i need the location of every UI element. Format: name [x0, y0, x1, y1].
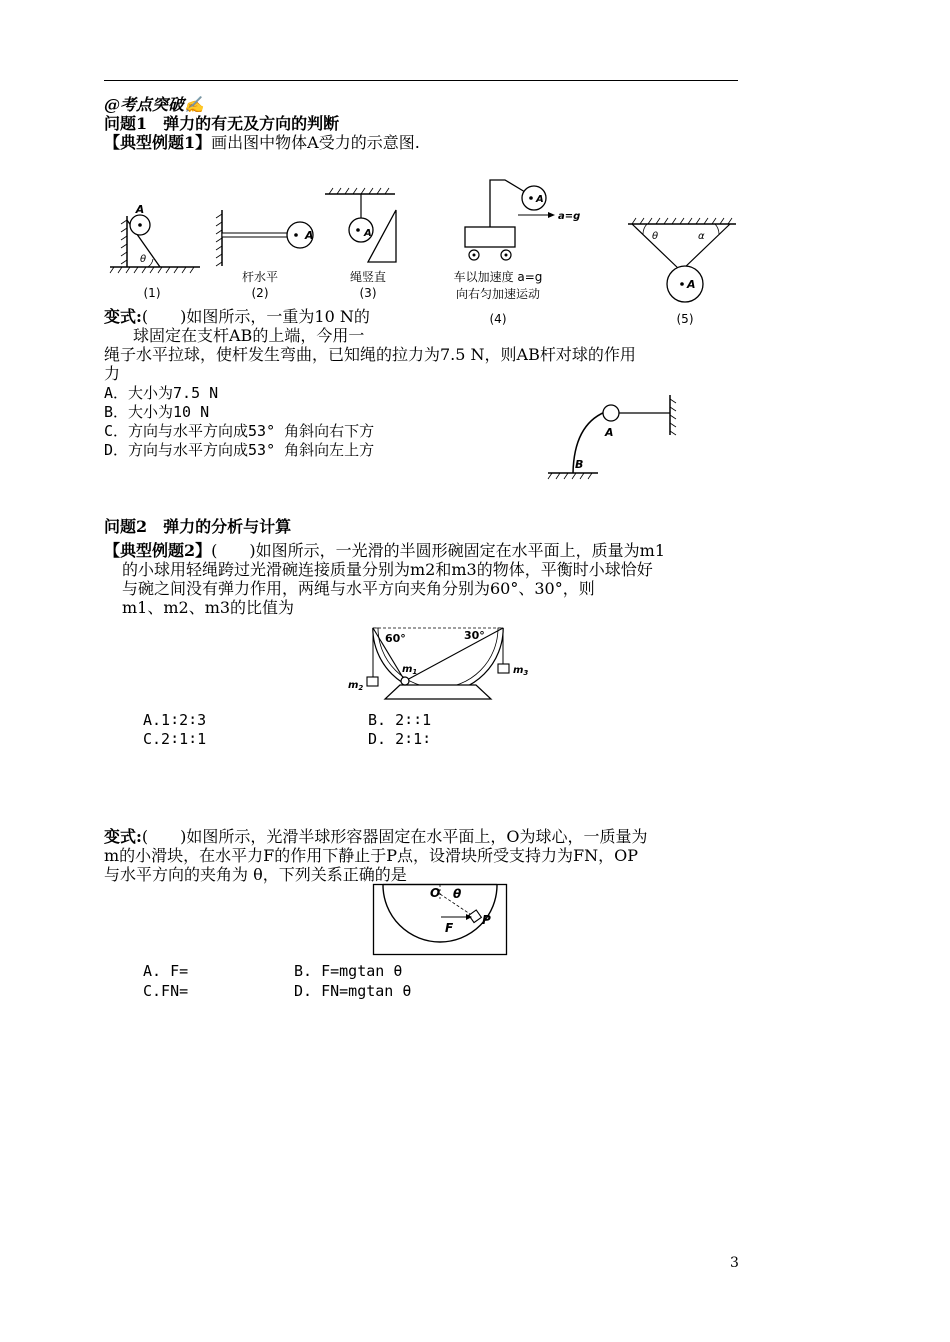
page-number: 3 — [730, 1255, 739, 1271]
svg-text:(4): (4) — [489, 312, 507, 326]
svg-text:O: O — [430, 886, 441, 900]
variant1-line4: 力 — [104, 364, 121, 383]
svg-text:m1: $m_1$ — [402, 664, 418, 676]
svg-text:F: F — [445, 921, 454, 935]
example2-label: 【典型例题2】 — [104, 541, 212, 560]
variant2-label: 变式: — [104, 827, 142, 846]
svg-text:杆水平: 杆水平 — [241, 270, 279, 284]
variant1-option-a[interactable]: A．大小为7.5 N — [104, 384, 219, 402]
header-rule — [104, 80, 738, 81]
fig1-panel-5 — [628, 218, 736, 326]
svg-text:α: α — [698, 231, 705, 242]
problem2-title: 问题2 弹力的分析与计算 — [104, 517, 292, 536]
svg-text:绳竖直: 绳竖直 — [349, 270, 387, 284]
svg-text:30°: 30° — [464, 629, 485, 642]
svg-text:60°: 60° — [385, 632, 406, 645]
variant1-option-c[interactable]: C．方向与水平方向成53° 角斜向右下方 — [104, 422, 375, 440]
variant2-hemisphere-diagram — [373, 884, 508, 956]
problem2-option-a[interactable]: A.1∶2∶3 — [143, 711, 207, 729]
problem2-option-c[interactable]: C.2∶1∶1 — [143, 730, 207, 748]
variant1-label: 变式: — [104, 307, 142, 326]
svg-text:θ: θ — [453, 887, 462, 901]
fig1-panel-4 — [454, 180, 581, 326]
problem2-option-d[interactable]: D. 2∶1∶ — [368, 730, 432, 748]
variant2-option-b[interactable]: B. F=mgtan θ — [294, 962, 403, 980]
svg-text:(2): (2) — [251, 286, 269, 300]
variant2-option-c[interactable]: C.FN= — [143, 982, 189, 1000]
variant1-option-b[interactable]: B．大小为10 N — [104, 403, 210, 421]
svg-text:(5): (5) — [676, 312, 694, 326]
variant2-first-line: 变式:( )如图所示，光滑半球形容器固定在水平面上，O为球心，一质量为 — [104, 827, 648, 846]
fig1-panel-1 — [110, 203, 200, 300]
fig1-panel-2 — [216, 210, 314, 300]
svg-text:(3): (3) — [359, 286, 377, 300]
svg-text:a=g: a=g — [558, 211, 581, 222]
svg-text:θ: θ — [652, 231, 659, 242]
variant2-line2: m的小滑块，在水平力F的作用下静止于P点，设滑块所受支持力为FN，OP — [104, 846, 639, 865]
variant2-option-a[interactable]: A. F= — [143, 962, 189, 980]
problem2-first-line: 【典型例题2】( )如图所示，一光滑的半圆形碗固定在水平面上，质量为m1 — [104, 541, 665, 560]
variant1-option-d[interactable]: D．方向与水平方向成53° 角斜向左上方 — [104, 441, 375, 459]
problem2-line3: 与碗之间没有弹力作用，两绳与水平方向夹角分别为60°、30°，则 — [122, 579, 595, 598]
problem2-bowl-diagram — [340, 622, 540, 704]
variant2-option-d[interactable]: D. FN=mgtan θ — [294, 982, 412, 1000]
svg-text:向右匀加速运动: 向右匀加速运动 — [455, 287, 541, 301]
svg-text:A: A — [605, 426, 614, 439]
problem2-line2: 的小球用轻绳跨过光滑碗连接质量分别为m2和m3的物体，平衡时小球恰好 — [122, 560, 653, 579]
section-heading: @考点突破✍ — [104, 95, 204, 114]
variant2-line3: 与水平方向的夹角为 θ，下列关系正确的是 — [104, 865, 407, 884]
svg-text:P: P — [482, 913, 491, 927]
svg-text:(1): (1) — [143, 286, 161, 300]
svg-text:A: A — [536, 194, 544, 205]
svg-text:B: B — [575, 458, 584, 471]
variant1-diagram — [540, 390, 700, 485]
example1-line — [104, 133, 420, 152]
example1-label: 【典型例题1】 — [104, 133, 212, 152]
problem1-title: 问题1 弹力的有无及方向的判断 — [104, 114, 340, 133]
variant1-line2: 球固定在支杆AB的上端，今用一 — [133, 326, 365, 345]
svg-text:m2: $m_2$ — [348, 680, 364, 692]
variant1-line3: 绳子水平拉球，使杆发生弯曲，已知绳的拉力为7.5 N，则AB杆对球的作用 — [104, 345, 636, 364]
fig1-panel-3 — [325, 188, 396, 300]
variant1-first-line: 变式:( )如图所示，一重为10 N的 — [104, 307, 370, 326]
problem2-option-b[interactable]: B. 2∶∶1 — [368, 711, 432, 729]
svg-text:A: A — [364, 228, 372, 239]
problem2-line4: m1、m2、m3的比值为 — [122, 598, 295, 617]
svg-text:A: A — [687, 278, 696, 291]
svg-text:θ: θ — [140, 254, 147, 265]
svg-text:A: A — [305, 229, 314, 242]
example1-text: 画出图中物体A受力的示意图. — [211, 133, 420, 152]
svg-text:车以加速度 a=g: 车以加速度 a=g — [453, 270, 543, 284]
svg-text:m3: $m_3$ — [513, 665, 529, 677]
svg-text:A: A — [135, 203, 145, 216]
